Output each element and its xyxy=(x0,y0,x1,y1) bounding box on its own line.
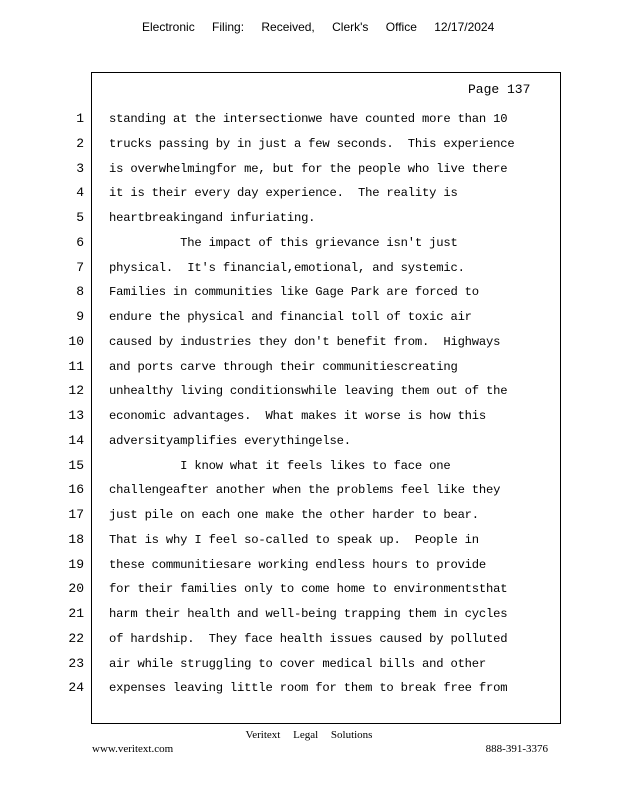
transcript-line: of hardship. They face health issues caused by polluted xyxy=(109,631,508,646)
line-number: 17 xyxy=(68,507,84,522)
transcript-line: these communitiesare working endless hours to provide xyxy=(109,557,487,572)
line-number: 8 xyxy=(76,284,84,300)
line-number: 3 xyxy=(76,160,84,176)
transcript-line: physical. It's financial,emotional, and systemic. xyxy=(109,260,465,275)
transcript-line: air while struggling to cover medical bills and other xyxy=(109,656,487,671)
transcript-line: for their families only to come home to environmentsthat xyxy=(109,582,508,597)
line-number: 22 xyxy=(68,630,84,646)
transcript-line: That is why I feel so-called to speak up. People in xyxy=(109,532,479,547)
transcript-line: harm their health and well-being trapping them in cycles xyxy=(109,607,508,621)
transcript-line: adversityamplifies everythingelse. xyxy=(109,433,351,448)
transcript-line: heartbreakingand infuriating. xyxy=(109,211,316,225)
footer-phone: 888-391-3376 xyxy=(485,743,548,755)
transcript-line: economic advantages. What makes it worse is how this xyxy=(109,409,487,423)
footer-company-word: Veritext xyxy=(245,729,281,741)
transcript-line: endure the physical and financial toll of toxic air xyxy=(109,310,472,324)
line-number: 1 xyxy=(76,111,84,126)
transcript-line: I know what it feels likes to face one xyxy=(109,458,451,473)
line-number: 6 xyxy=(76,234,84,250)
line-number: 20 xyxy=(68,581,84,597)
page-number: Page 137 xyxy=(468,82,531,97)
transcript-line: it is their every day experience. The reality is xyxy=(109,186,458,201)
line-number: 9 xyxy=(76,309,84,324)
line-number: 23 xyxy=(68,655,84,671)
line-number: 14 xyxy=(68,432,84,448)
header-word: Office xyxy=(385,20,417,34)
transcript-line: unhealthy living conditionswhile leaving them out of the xyxy=(109,384,508,399)
line-number: 10 xyxy=(68,333,84,349)
header-date: 12/17/2024 xyxy=(434,20,495,34)
header-word: Electronic xyxy=(142,20,195,34)
transcript-line: The impact of this grievance isn't just xyxy=(109,235,458,250)
line-number: 18 xyxy=(68,531,84,547)
transcript-line: just pile on each one make the other harder to bear. xyxy=(109,508,479,522)
line-number: 24 xyxy=(68,680,84,696)
transcript-line: trucks passing by in just a few seconds. This experience xyxy=(109,136,515,151)
filing-header xyxy=(142,20,508,34)
footer-company-word: Solutions xyxy=(330,729,373,741)
line-number: 19 xyxy=(68,556,84,572)
header-word: Clerk's xyxy=(332,20,369,34)
line-number: 16 xyxy=(68,482,84,498)
line-number: 5 xyxy=(76,210,84,225)
header-word: Received, xyxy=(261,20,315,34)
line-number: 2 xyxy=(76,135,84,151)
footer-company xyxy=(0,729,618,741)
transcript-line: and ports carve through their communitiescreating xyxy=(109,359,458,374)
line-number: 7 xyxy=(76,259,84,275)
line-number: 11 xyxy=(68,358,84,374)
line-number: 4 xyxy=(76,185,84,201)
line-number: 15 xyxy=(68,457,84,473)
transcript-line: Families in communities like Gage Park are forced to xyxy=(109,285,479,300)
line-number: 21 xyxy=(68,606,84,621)
transcript-line: challengeafter another when the problems feel like they xyxy=(109,483,501,498)
footer-company-word: Legal xyxy=(293,729,319,741)
line-number-column xyxy=(60,111,84,705)
line-number: 12 xyxy=(68,383,84,399)
transcript-line: is overwhelmingfor me, but for the people who live there xyxy=(109,161,508,176)
transcript-line: caused by industries they don't benefit from. Highways xyxy=(109,334,501,349)
transcript-line: standing at the intersectionwe have counted more than 10 xyxy=(109,112,508,126)
footer-website: www.veritext.com xyxy=(92,743,174,755)
transcript-text xyxy=(109,111,549,705)
header-word: Filing: xyxy=(212,20,245,34)
line-number: 13 xyxy=(68,408,84,423)
transcript-line: expenses leaving little room for them to break free from xyxy=(109,681,508,696)
